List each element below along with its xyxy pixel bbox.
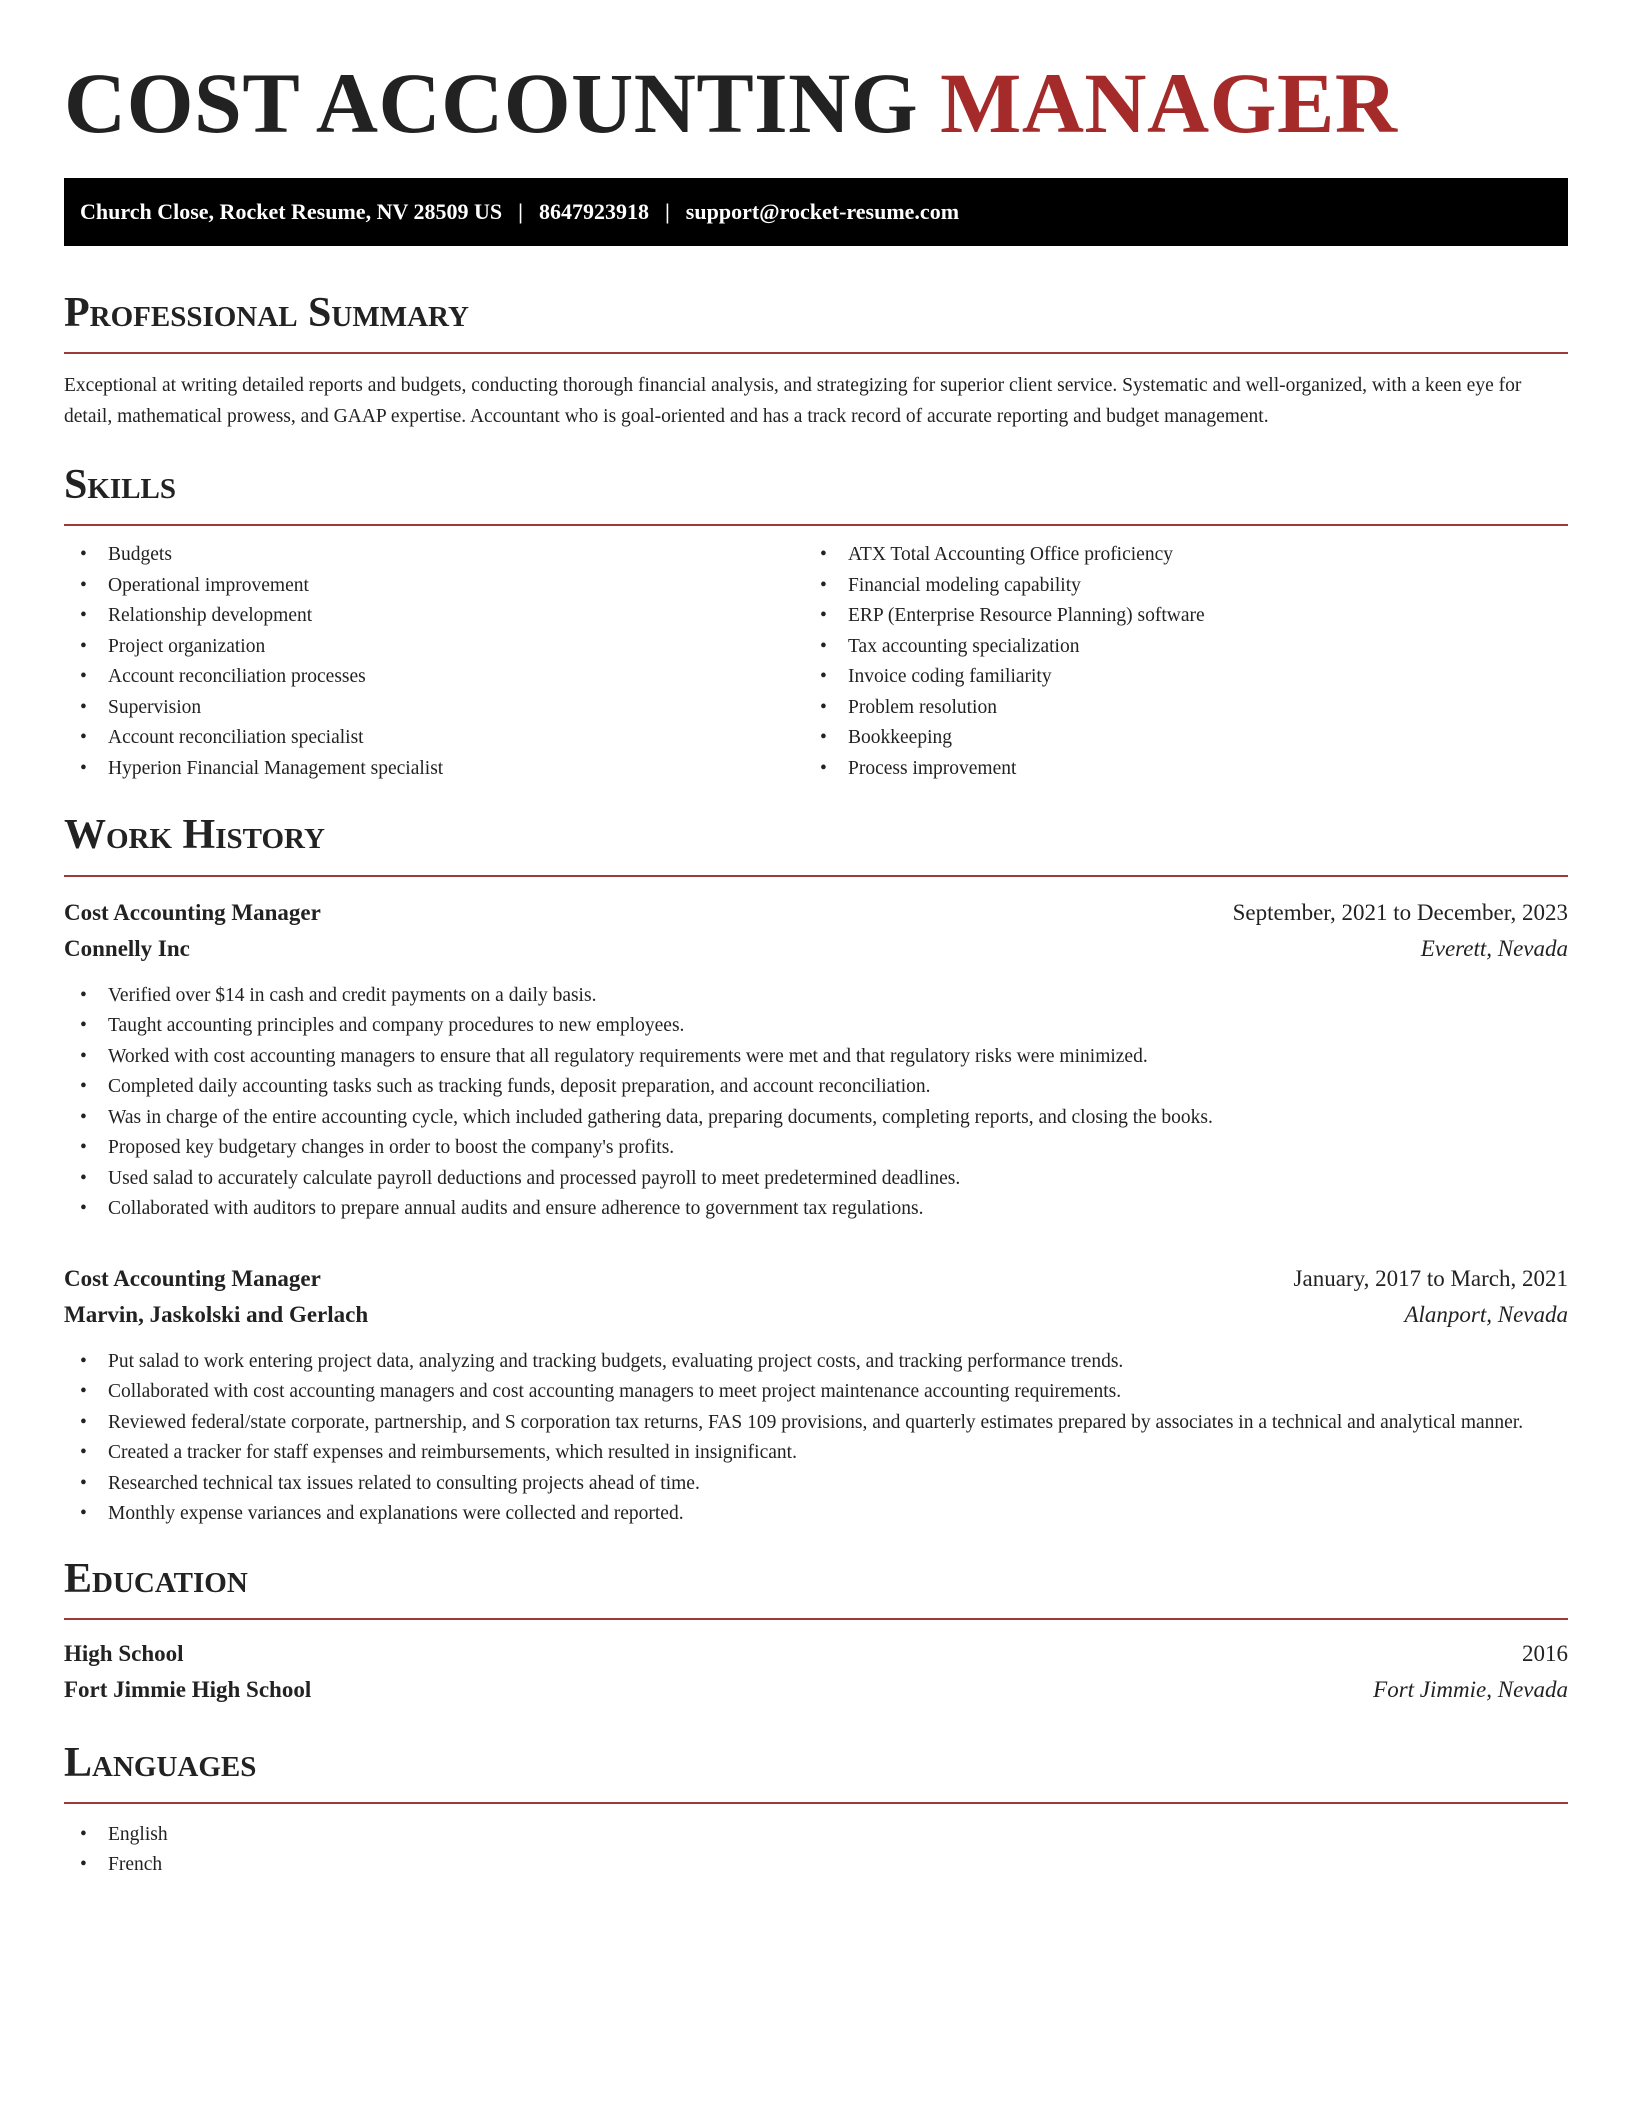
languages-heading: Languages [64,1739,257,1786]
summary-heading: Professional Summary [64,290,469,336]
job-bullet: • Researched technical tax issues related to consulting projects ahead of time. [64,1469,1568,1500]
job-dates: January, 2017 to March, 2021 [1293,1265,1568,1291]
skill-item: • Invoice coding familiarity [804,662,1568,693]
skill-item: • Hyperion Financial Management specialist [64,754,804,785]
work-history-section [64,812,1568,1529]
contact-separator: | [664,199,670,224]
section-divider [64,352,1568,354]
job-company-row [64,1297,1568,1333]
skill-item: • Bookkeeping [804,723,1568,754]
job-bullet: • Taught accounting principles and company procedures to new employees. [64,1011,1568,1042]
skill-item: • Financial modeling capability [804,571,1568,602]
contact-separator: | [518,199,523,224]
title-main: COST ACCOUNTING [64,55,919,151]
job-bullet: • Created a tracker for staff expenses and reimbursements, which resulted in insignificant. [64,1438,1568,1469]
skills-heading: Skills [64,462,177,509]
contact-address: Church Close, Rocket Resume, NV 28509 US [80,199,503,224]
job-bullet: • Collaborated with cost accounting managers and cost accounting managers to meet project maintenance accounting requirements. [64,1377,1568,1408]
skills-list-right [804,540,1568,784]
skill-item: • Relationship development [64,601,804,632]
skill-item: • Tax accounting specialization [804,632,1568,663]
languages-section [64,1740,1568,1881]
education-degree: High School [64,1640,184,1666]
language-item: • French [64,1850,1568,1881]
job-title: Cost Accounting Manager [64,899,321,925]
job-bullet: • Reviewed federal/state corporate, partnership, and S corporation tax returns, FAS 109 provisions, and quarterly estimates prepared by associates in a technical and analytical manner. [64,1408,1568,1439]
education-entry [64,1636,1568,1708]
job-bullet: • Put salad to work entering project data, analyzing and tracking budgets, evaluating project costs, and tracking performance trends. [64,1347,1568,1378]
education-section [64,1556,1568,1708]
section-divider [64,1618,1568,1620]
job-bullet: • Monthly expense variances and explanations were collected and reported. [64,1499,1568,1530]
skills-list-left [64,540,804,784]
summary-section [64,290,1568,432]
skill-item: • ATX Total Accounting Office proficiency [804,540,1568,571]
job-bullets [64,981,1568,1225]
education-school-row [64,1672,1568,1708]
job-location: Alanport, Nevada [1404,1301,1568,1327]
job-bullet: • Verified over $14 in cash and credit payments on a daily basis. [64,981,1568,1012]
job-entry [64,1261,1568,1530]
education-heading: Education [64,1555,248,1602]
title-accent: MANAGER [940,55,1398,151]
contact-email: support@rocket-resume.com [685,199,960,224]
education-school: Fort Jimmie High School [64,1676,312,1702]
job-bullet: • Worked with cost accounting managers to ensure that all regulatory requirements were met and that regulatory risks were minimized. [64,1042,1568,1073]
skill-item: • ERP (Enterprise Resource Planning) software [804,601,1568,632]
skill-item: • Account reconciliation processes [64,662,804,693]
skill-item: • Project organization [64,632,804,663]
work-history-heading: Work History [64,812,325,859]
section-divider [64,1802,1568,1804]
skill-item: • Process improvement [804,754,1568,785]
contact-bar [64,178,1568,246]
skill-item: • Account reconciliation specialist [64,723,804,754]
job-bullet: • Completed daily accounting tasks such as tracking funds, deposit preparation, and account reconciliation. [64,1072,1568,1103]
job-company: Connelly Inc [64,935,190,961]
summary-text: Exceptional at writing detailed reports and budgets, conducting thorough financial analysis, and strategizing for superior client service. Systematic and well-organized, with a keen eye for detail, mathematical prowess, and GAAP expertise. Accountant who is goal-oriented and has a track record of accurate reporting and budget management. [64,375,1522,428]
skill-item: • Problem resolution [804,693,1568,724]
education-location: Fort Jimmie, Nevada [1373,1676,1568,1702]
skill-item: • Budgets [64,540,804,571]
section-divider [64,875,1568,877]
education-year: 2016 [1522,1640,1568,1666]
language-item: • English [64,1820,1568,1851]
job-bullets [64,1347,1568,1530]
skill-item: • Supervision [64,693,804,724]
skills-grid [64,540,1568,784]
contact-phone: 8647923918 [538,199,649,224]
job-bullet: • Used salad to accurately calculate payroll deductions and processed payroll to meet predetermined deadlines. [64,1164,1568,1195]
job-company-row [64,931,1568,967]
job-bullet: • Was in charge of the entire accounting cycle, which included gathering data, preparing documents, completing reports, and closing the books. [64,1103,1568,1134]
job-header-row [64,895,1568,931]
skills-section [64,462,1568,784]
job-dates: September, 2021 to December, 2023 [1232,899,1568,925]
job-entry [64,895,1568,1225]
job-title: Cost Accounting Manager [64,1265,321,1291]
job-header-row [64,1261,1568,1297]
job-location: Everett, Nevada [1420,935,1568,961]
skill-item: • Operational improvement [64,571,804,602]
languages-list [64,1820,1568,1881]
job-company: Marvin, Jaskolski and Gerlach [64,1301,369,1327]
job-bullet: • Collaborated with auditors to prepare annual audits and ensure adherence to government tax regulations. [64,1194,1568,1225]
job-bullet: • Proposed key budgetary changes in order to boost the company's profits. [64,1133,1568,1164]
education-degree-row [64,1636,1568,1672]
resume-title [64,55,1568,151]
section-divider [64,524,1568,526]
